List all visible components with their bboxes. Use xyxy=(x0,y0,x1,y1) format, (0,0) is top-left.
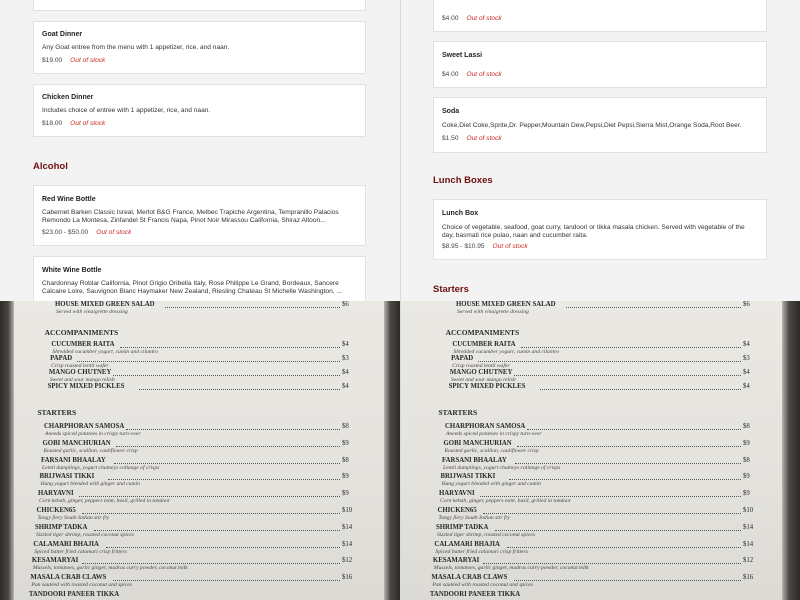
printed-item-title: CALAMARI BHAJIA xyxy=(434,540,500,548)
printed-menu-item xyxy=(0,524,400,540)
item-price-row xyxy=(42,229,131,236)
printed-item-description: Corn kebab, ginger, peppers mint, basil, grilled in tandoor xyxy=(439,498,572,505)
printed-leader-dots xyxy=(126,429,340,430)
item-name: Goat Dinner xyxy=(42,31,83,38)
printed-leader-dots xyxy=(116,446,340,447)
printed-item-price: $4 xyxy=(743,383,750,390)
printed-leader-dots xyxy=(108,479,340,480)
printed-item-description: Spiced batter fried calamari crisp fritters xyxy=(435,548,528,555)
printed-item-description: Lentil dumplings, yogurt chutneys collange of crisps xyxy=(41,464,160,471)
printed-item-title: CHICKEN65 xyxy=(36,507,76,514)
item-price: $4.00 xyxy=(442,15,459,22)
printed-item-title: GOBI MANCHURIAN xyxy=(443,439,512,447)
out-of-stock-label: Out of stock xyxy=(70,120,106,127)
printed-item-price: $9 xyxy=(342,490,349,498)
printed-menu-item xyxy=(0,490,400,506)
out-of-stock-label: Out of stock xyxy=(466,135,502,142)
menu-item-card[interactable] xyxy=(33,0,366,11)
printed-section-heading: STARTERS xyxy=(37,408,77,417)
printed-item-price: $9 xyxy=(342,439,349,447)
printed-leader-dots xyxy=(94,530,340,531)
printed-menu-item xyxy=(401,524,800,540)
printed-item-price: $14 xyxy=(743,523,754,531)
printed-item-price: $16 xyxy=(342,574,353,582)
printed-item-description: Mussels, tomatoes, garlic ginger, madras curry powder, coconut milk xyxy=(433,565,589,572)
printed-item-price: $14 xyxy=(342,540,353,548)
printed-item-description: Crisp roasted lentil wafer xyxy=(452,363,510,369)
printed-item-title: KESAMARYAI xyxy=(31,557,79,565)
printed-item-title: SHRIMP TADKA xyxy=(34,523,88,531)
item-price-row xyxy=(442,71,502,78)
printed-leader-dots xyxy=(139,389,340,390)
printed-leader-dots xyxy=(114,463,340,464)
printed-item-title: SPICY MIXED PICKLES xyxy=(47,383,125,390)
printed-menu-item xyxy=(401,301,800,317)
printed-leader-dots xyxy=(509,479,741,480)
printed-item-price: $10 xyxy=(342,507,353,514)
printed-menu-item xyxy=(401,490,800,506)
printed-item-title: CUCUMBER RAITA xyxy=(51,341,115,348)
printed-leader-dots xyxy=(540,389,741,390)
item-price-row xyxy=(42,57,105,64)
printed-item-description: Lentil dumplings, yogurt chutneys collange of crisps xyxy=(442,464,561,471)
printed-menu-item xyxy=(401,473,800,489)
item-name: Soda xyxy=(442,108,460,115)
printed-item-price: $8 xyxy=(342,423,349,430)
item-price: $1.50 xyxy=(442,135,459,142)
printed-item-title: KESAMARYAI xyxy=(432,557,480,565)
printed-item-title: MASALA CRAB CLAWS xyxy=(431,574,508,582)
item-price-row xyxy=(442,243,528,250)
printed-leader-dots xyxy=(77,361,340,362)
printed-section-heading: ACCOMPANIMENTS xyxy=(44,328,119,337)
item-price: $23.00 - $50.00 xyxy=(42,229,89,236)
printed-leader-dots xyxy=(514,375,741,376)
printed-leader-dots xyxy=(113,375,340,376)
section-heading-starters: Starters xyxy=(433,284,469,295)
printed-item-title: CALAMARI BHAJIA xyxy=(33,540,99,548)
printed-item-description: Shredded cucumber yogurt, cumin and cilantro xyxy=(453,349,559,355)
printed-leader-dots xyxy=(480,496,741,497)
printed-item-title: FARSANI BHAALAY xyxy=(40,456,106,464)
printed-item-description: Roasted garlic, scallion, cauliflower crisp xyxy=(444,447,539,454)
printed-item-description: Crisp roasted lentil wafer xyxy=(51,363,109,369)
item-name: Sweet Lassi xyxy=(442,52,483,59)
printed-leader-dots xyxy=(507,547,741,548)
printed-item-price: $4 xyxy=(342,341,349,348)
printed-menu-item xyxy=(0,541,400,557)
right-menu-pane xyxy=(401,0,800,301)
section-heading-lunch-boxes: Lunch Boxes xyxy=(433,175,493,186)
menu-item-card-red-wine[interactable] xyxy=(33,185,366,246)
out-of-stock-label: Out of stock xyxy=(492,243,528,250)
printed-item-title: TANDOORI PANEER TIKKA xyxy=(429,591,521,598)
printed-item-price: $6 xyxy=(342,301,349,308)
item-price: $8.95 - $10.95 xyxy=(442,243,485,250)
printed-menu-item xyxy=(401,457,800,473)
printed-item-title: MANGO CHUTNEY xyxy=(48,369,112,376)
printed-item-description: Aneeds spiced potatoes in crispy turn-over xyxy=(446,431,542,437)
menu-photo-right xyxy=(401,301,800,600)
out-of-stock-label: Out of stock xyxy=(96,229,132,236)
printed-item-price: $8 xyxy=(743,423,750,430)
printed-item-price: $4 xyxy=(743,341,750,348)
item-price: $18.00 xyxy=(42,120,63,127)
printed-leader-dots xyxy=(515,463,741,464)
printed-item-title: SHRIMP TADKA xyxy=(435,523,489,531)
printed-item-description: Roasted garlic, scallion, cauliflower crisp xyxy=(43,447,138,454)
printed-item-description: Sizzled tiger shrimp, roasted coconut spices xyxy=(35,531,134,538)
printed-leader-dots xyxy=(113,580,340,581)
printed-item-description: Mussels, tomatoes, garlic ginger, madras curry powder, coconut milk xyxy=(32,565,188,572)
item-description: Includes choice of entree with 1 appetizer, rice, and naan. xyxy=(42,107,211,114)
printed-menu-item xyxy=(0,591,400,600)
printed-menu-item xyxy=(401,574,800,590)
printed-leader-dots xyxy=(82,563,340,564)
item-description: Coke,Diet Coke,Sprite,Dr. Pepper,Mountain Dew,Pepsi,Diet Pepsi,Sierra Mist,Orange Soda,Root Beer. xyxy=(442,122,742,129)
printed-item-description: Shredded cucumber yogurt, cumin and cilantro xyxy=(52,349,158,355)
printed-item-price: $14 xyxy=(342,523,353,531)
printed-menu-item xyxy=(401,507,800,523)
printed-item-description: Sweet and sour mango relish xyxy=(49,377,115,383)
printed-item-price: $4 xyxy=(743,369,750,376)
printed-menu-item xyxy=(401,541,800,557)
printed-item-description: Pan sautéed with roasted coconut and spices xyxy=(432,582,533,589)
printed-item-description: Served with vinaigrette dressing xyxy=(457,309,529,315)
printed-leader-dots xyxy=(521,347,741,348)
printed-item-title: GOBI MANCHURIAN xyxy=(42,439,111,447)
left-menu-pane xyxy=(0,0,400,301)
printed-item-price: $6 xyxy=(743,301,750,308)
printed-leader-dots xyxy=(82,513,340,514)
menu-item-card-mango-lassi[interactable] xyxy=(433,0,767,32)
out-of-stock-label: Out of stock xyxy=(466,71,502,78)
printed-menu-item xyxy=(0,557,400,573)
printed-item-price: $10 xyxy=(743,507,754,514)
out-of-stock-label: Out of stock xyxy=(466,15,502,22)
item-price-row xyxy=(442,135,502,142)
printed-item-title: CUCUMBER RAITA xyxy=(452,341,516,348)
printed-item-title: MASALA CRAB CLAWS xyxy=(30,574,107,582)
printed-leader-dots xyxy=(495,530,741,531)
printed-menu-item xyxy=(0,383,400,399)
printed-item-title: HARYAVNI xyxy=(438,490,475,498)
item-price: $4.00 xyxy=(442,71,459,78)
printed-leader-dots xyxy=(517,446,741,447)
section-heading-alcohol: Alcohol xyxy=(33,161,68,172)
printed-leader-dots xyxy=(120,347,340,348)
printed-item-title: BRIJWASI TIKKI xyxy=(440,473,496,481)
printed-menu-item xyxy=(0,457,400,473)
printed-item-description: Aneeds spiced potatoes in crispy turn-over xyxy=(45,431,141,437)
printed-item-description: Sweet and sour mango relish xyxy=(450,377,516,383)
printed-menu-item xyxy=(0,507,400,523)
printed-item-title: PAPAD xyxy=(50,355,73,362)
out-of-stock-label: Out of stock xyxy=(70,57,106,64)
printed-item-price: $9 xyxy=(743,473,750,481)
printed-item-price: $3 xyxy=(342,355,349,362)
menu-photo-left xyxy=(0,301,400,600)
printed-item-description: Tangy fiery South Indian stir fry xyxy=(438,515,511,521)
printed-item-description: Spiced batter fried calamari crisp fritters xyxy=(34,548,127,555)
printed-item-title: FARSANI BHAALAY xyxy=(441,456,507,464)
printed-leader-dots xyxy=(483,563,741,564)
item-name: Red Wine Bottle xyxy=(42,196,96,203)
item-price: $19.00 xyxy=(42,57,63,64)
printed-menu-item xyxy=(0,301,400,317)
printed-item-title: PAPAD xyxy=(451,355,474,362)
menu-item-card-soda[interactable] xyxy=(433,97,767,153)
printed-item-price: $12 xyxy=(743,557,754,565)
printed-section-heading: ACCOMPANIMENTS xyxy=(445,328,520,337)
item-price-row xyxy=(442,15,502,22)
printed-item-description: Tangy fiery South Indian stir fry xyxy=(37,515,110,521)
printed-item-title: CHARPHORAN SAMOSA xyxy=(445,423,526,430)
printed-menu-item xyxy=(401,557,800,573)
printed-item-price: $9 xyxy=(743,490,750,498)
printed-item-description: Pan sautéed with roasted coconut and spices xyxy=(31,582,132,589)
item-name: Lunch Box xyxy=(442,210,479,217)
printed-item-title: CHARPHORAN SAMOSA xyxy=(44,423,125,430)
menu-item-card-white-wine[interactable] xyxy=(33,256,366,301)
printed-item-price: $14 xyxy=(743,540,754,548)
printed-menu-item xyxy=(0,473,400,489)
printed-leader-dots xyxy=(566,307,741,308)
printed-item-title: SPICY MIXED PICKLES xyxy=(448,383,526,390)
printed-section-heading: STARTERS xyxy=(438,408,478,417)
printed-item-description: Hung yogurt blended with ginger and cumin xyxy=(40,481,140,488)
printed-item-price: $12 xyxy=(342,557,353,565)
printed-item-price: $4 xyxy=(342,383,349,390)
printed-item-description: Sizzled tiger shrimp, roasted coconut spices xyxy=(436,531,535,538)
printed-menu-item xyxy=(401,423,800,439)
item-name: Chicken Dinner xyxy=(42,94,94,101)
printed-item-price: $9 xyxy=(342,473,349,481)
printed-item-title: HOUSE MIXED GREEN SALAD xyxy=(456,301,556,308)
printed-leader-dots xyxy=(514,580,741,581)
printed-leader-dots xyxy=(483,513,741,514)
item-description: Chardonnay Roblar California, Pinot Grigio Oribella Italy, Rose Philippe Le Grand, Bordeaux, Sancere Calcaire Loire, Sauvignon Blanc Haymaker New Zealand, Riesling Chateau St Michelle Washington, ... xyxy=(42,280,342,295)
item-description: Choice of vegetable, seafood, goat curry, tandoori or tikka masala chicken. Served with vegetable of the day, basmati rice pulao, naan and cucumber raita. xyxy=(442,224,745,239)
printed-menu-item xyxy=(401,383,800,399)
printed-item-price: $8 xyxy=(743,456,750,464)
printed-item-price: $4 xyxy=(342,369,349,376)
printed-item-price: $16 xyxy=(743,574,754,582)
printed-leader-dots xyxy=(79,496,340,497)
printed-menu-item xyxy=(0,440,400,456)
printed-item-title: BRIJWASI TIKKI xyxy=(39,473,95,481)
printed-item-price: $9 xyxy=(743,439,750,447)
printed-item-title: HOUSE MIXED GREEN SALAD xyxy=(55,301,155,308)
menu-item-card-chicken-dinner[interactable] xyxy=(33,84,366,137)
printed-menu-item xyxy=(0,574,400,590)
printed-menu-item xyxy=(401,440,800,456)
menu-item-card-sweet-lassi[interactable] xyxy=(433,41,767,88)
printed-leader-dots xyxy=(165,307,340,308)
item-name: White Wine Bottle xyxy=(42,267,102,274)
printed-leader-dots xyxy=(527,429,741,430)
menu-item-card-lunch-box[interactable] xyxy=(433,199,767,260)
item-price-row xyxy=(42,120,105,127)
item-description: Any Goat entree from the menu with 1 appetizer, rice, and naan. xyxy=(42,44,230,51)
printed-leader-dots xyxy=(478,361,741,362)
printed-menu-item xyxy=(401,591,800,600)
printed-item-description: Corn kebab, ginger, peppers mint, basil, grilled in tandoor xyxy=(38,498,171,505)
printed-menu-item xyxy=(0,423,400,439)
printed-item-title: CHICKEN65 xyxy=(437,507,477,514)
item-description: Cabernet Barken Classic Isreal, Merlot B&G France, Melbec Trapiche Argentina, Tempranillo Palacios Remondo La Montesa, Zinfandel St Francis Napa, Pinot Noir Mirassou California, Shiraz Altoon... xyxy=(42,209,339,224)
printed-item-description: Served with vinaigrette dressing xyxy=(56,309,128,315)
printed-item-title: MANGO CHUTNEY xyxy=(449,369,513,376)
printed-leader-dots xyxy=(106,547,340,548)
menu-item-card-goat-dinner[interactable] xyxy=(33,21,366,74)
printed-item-title: HARYAVNI xyxy=(37,490,74,498)
printed-item-description: Hung yogurt blended with ginger and cumin xyxy=(441,481,541,488)
printed-item-title: TANDOORI PANEER TIKKA xyxy=(28,591,120,598)
printed-item-price: $3 xyxy=(743,355,750,362)
printed-item-price: $8 xyxy=(342,456,349,464)
